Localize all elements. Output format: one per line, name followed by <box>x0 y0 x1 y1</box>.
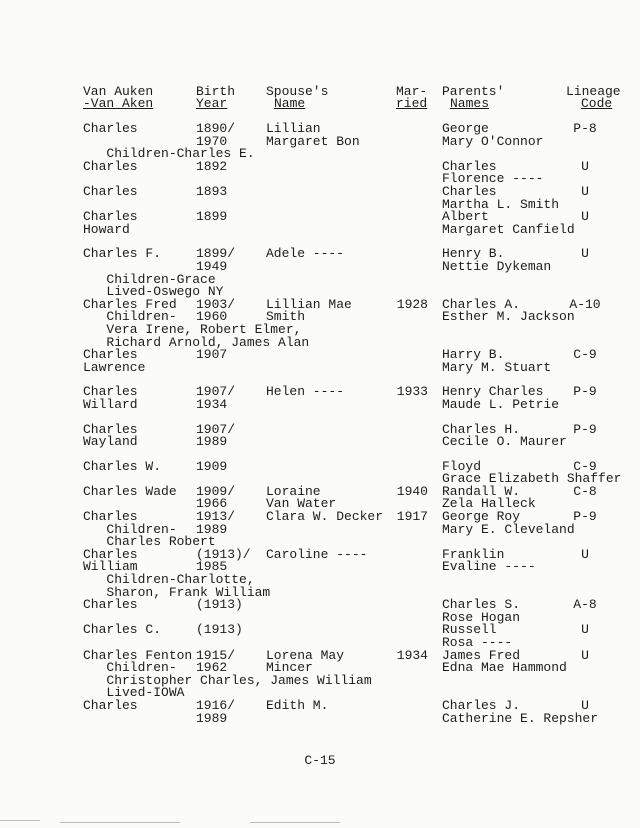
lineage-code: U <box>581 698 589 714</box>
parents-names: Charles S. <box>442 597 521 613</box>
birth-year: 1909/ <box>196 483 236 499</box>
person-name: Lived-IOWA <box>83 685 185 701</box>
header-birth-2: Year <box>196 96 228 111</box>
birth-year: 1909 <box>196 458 228 474</box>
birth-year: 1899 <box>196 209 228 225</box>
parents-names: Grace Elizabeth Shaffer <box>442 471 622 487</box>
married-year: 1934 <box>396 647 428 663</box>
person-name: Charles Fenton <box>83 647 193 663</box>
table-row <box>0 624 640 649</box>
married-year: 1933 <box>396 384 428 400</box>
parents-names: Esther M. Jackson <box>442 309 575 325</box>
table-row <box>0 421 640 450</box>
person-name: Wayland <box>83 434 138 450</box>
spouse-name: Edith M. <box>266 698 329 714</box>
parents-names: George Roy <box>442 509 521 525</box>
table-row <box>0 183 640 212</box>
header-married-2: ried <box>396 96 428 111</box>
person-name: Charles <box>83 209 138 225</box>
spouse-name: Lillian <box>266 121 321 136</box>
parents-names: Floyd <box>442 458 482 474</box>
parents-names: Mary E. Cleveland <box>442 521 575 537</box>
parents-names: James Fred <box>442 647 521 663</box>
page-number: C-15 <box>304 753 336 768</box>
person-name: Charles Fred <box>83 296 177 312</box>
birth-year: 1970 <box>196 133 228 149</box>
parents-names: Charles A. <box>442 296 521 312</box>
person-name: Charles <box>83 421 138 437</box>
lineage-code: C-8 <box>573 483 597 499</box>
edge-rule <box>60 822 180 823</box>
lineage-code: P-9 <box>573 421 597 437</box>
birth-year: 1989 <box>196 434 228 450</box>
header-parents-1: Parents' <box>442 84 505 99</box>
person-name: Children- <box>83 309 177 325</box>
person-name: Charles Robert <box>83 534 216 550</box>
birth-year: 1892 <box>196 158 228 174</box>
parents-names: Mary O'Connor <box>442 133 544 149</box>
married-year: 1940 <box>396 483 428 499</box>
header-spouse-1: Spouse's <box>266 84 329 99</box>
parents-names: Martha L. Smith <box>442 196 560 212</box>
header-parents-2: Names <box>450 96 490 111</box>
person-name: Charles <box>83 384 138 400</box>
lineage-code: P-9 <box>573 509 597 525</box>
parents-names: Rosa ---- <box>442 635 513 651</box>
person-name: Lived-Oswego NY <box>83 284 224 300</box>
table-row <box>0 546 640 600</box>
parents-names: Franklin <box>442 546 505 562</box>
person-name: Charles F. <box>83 246 162 262</box>
person-name: Charles <box>83 183 138 199</box>
edge-rule <box>250 822 340 823</box>
birth-year: 1893 <box>196 183 228 199</box>
birth-year: 1989 <box>196 521 228 537</box>
lineage-code: U <box>581 209 589 225</box>
header-spouse-2: Name <box>274 96 306 111</box>
table-row <box>0 248 640 298</box>
lineage-code: C-9 <box>573 458 597 474</box>
person-name: Willard <box>83 396 138 412</box>
parents-names: Harry B. <box>442 347 505 363</box>
table-row <box>0 386 640 411</box>
spouse-name: Loraine <box>266 483 321 499</box>
birth-year: 1899/ <box>196 246 236 262</box>
person-name: Charles <box>83 347 138 363</box>
parents-names: Zela Halleck <box>442 496 536 512</box>
lineage-code: U <box>581 246 589 262</box>
parents-names: Evaline ---- <box>442 559 536 575</box>
birth-year: (1913) <box>196 622 243 638</box>
birth-year: 1903/ <box>196 296 236 312</box>
birth-year: 1962 <box>196 660 228 676</box>
birth-year: 1960 <box>196 309 228 325</box>
parents-names: Charles J. <box>442 698 521 714</box>
spouse-name: Lillian Mae <box>266 296 352 312</box>
spouse-name: Margaret Bon <box>266 133 360 149</box>
table-row <box>0 296 640 350</box>
parents-names: Mary M. Stuart <box>442 359 552 375</box>
table-row <box>0 599 640 624</box>
table-row <box>0 158 640 187</box>
header-lineage-2: Code <box>581 96 613 111</box>
person-name: Christopher Charles, James William <box>83 672 372 688</box>
parents-names: Henry Charles <box>442 384 544 400</box>
birth-year: 1934 <box>196 396 228 412</box>
married-year: 1928 <box>396 296 428 312</box>
parents-names: Maude L. Petrie <box>442 396 560 412</box>
spouse-name: Smith <box>266 309 306 325</box>
person-name: Vera Irene, Robert Elmer, <box>83 321 302 337</box>
record-list <box>0 123 640 725</box>
parents-names: Cecile O. Maurer <box>442 434 567 450</box>
parents-names: Randall W. <box>442 483 521 499</box>
lineage-code: U <box>581 183 589 199</box>
lineage-code: A-10 <box>569 296 601 312</box>
person-name: Children-Grace <box>83 271 216 287</box>
spouse-name: Clara W. Decker <box>266 509 384 525</box>
parents-names: Albert <box>442 209 489 225</box>
parents-names: Charles <box>442 158 497 174</box>
person-name: Children- <box>83 521 177 537</box>
spouse-name: Lorena May <box>266 647 345 663</box>
parents-names: Edna Mae Hammond <box>442 660 567 676</box>
person-name: Charles <box>83 546 138 562</box>
table-row <box>0 511 640 549</box>
parents-names: Henry B. <box>442 246 505 262</box>
person-name: Charles C. <box>83 622 162 638</box>
person-name: Children- <box>83 660 177 676</box>
birth-year: 1890/ <box>196 121 236 136</box>
header-vanauken-1: Van Auken <box>83 84 154 99</box>
birth-year: 1907/ <box>196 384 236 400</box>
birth-year: 1907/ <box>196 421 236 437</box>
birth-year: (1913) <box>196 597 243 613</box>
spouse-name: Caroline ---- <box>266 546 368 562</box>
birth-year: 1949 <box>196 258 228 274</box>
parents-names: Florence ---- <box>442 171 544 187</box>
birth-year: 1966 <box>196 496 228 512</box>
person-name: William <box>83 559 138 575</box>
person-name: Charles <box>83 698 138 714</box>
birth-year: (1913)/ <box>196 546 251 562</box>
table-row <box>0 349 640 374</box>
spouse-name: Helen ---- <box>266 384 345 400</box>
person-name: Children-Charlotte, <box>83 572 255 588</box>
table-row <box>0 123 640 161</box>
spouse-name: Van Water <box>266 496 337 512</box>
header-lineage-1: Lineage <box>566 84 621 99</box>
lineage-code: A-8 <box>573 597 597 613</box>
lineage-code: C-9 <box>573 347 597 363</box>
parents-names: Margaret Canfield <box>442 221 575 237</box>
header-vanauken-2: -Van Aken <box>83 96 154 111</box>
lineage-code: U <box>581 546 589 562</box>
person-name: Charles <box>83 597 138 613</box>
lineage-code: U <box>581 158 589 174</box>
married-year: 1917 <box>396 509 428 525</box>
lineage-code: P-8 <box>573 121 597 136</box>
parents-names: Catherine E. Repsher <box>442 710 599 726</box>
birth-year: 1907 <box>196 347 228 363</box>
birth-year: 1985 <box>196 559 228 575</box>
lineage-code: U <box>581 647 589 663</box>
lineage-code: U <box>581 622 589 638</box>
edge-rule <box>0 820 40 821</box>
parents-names: Charles H. <box>442 421 521 437</box>
table-row <box>0 647 640 701</box>
birth-year: 1915/ <box>196 647 236 663</box>
table-row <box>0 211 640 236</box>
birth-year: 1913/ <box>196 509 236 525</box>
person-name: Charles <box>83 509 138 525</box>
person-name: Charles Wade <box>83 483 177 499</box>
table-row <box>0 458 640 487</box>
parents-names: Nettie Dykeman <box>442 258 552 274</box>
person-name: Lawrence <box>83 359 146 375</box>
header-birth-1: Birth <box>196 84 236 99</box>
person-name: Charles W. <box>83 458 162 474</box>
birth-year: 1989 <box>196 710 228 726</box>
person-name: Charles <box>83 158 138 174</box>
parents-names: George <box>442 121 489 136</box>
person-name: Howard <box>83 221 130 237</box>
spouse-name: Adele ---- <box>266 246 345 262</box>
spouse-name: Mincer <box>266 660 313 676</box>
birth-year: 1916/ <box>196 698 236 714</box>
header-married-1: Mar- <box>396 84 428 99</box>
person-name: Sharon, Frank William <box>83 584 271 600</box>
parents-names: Russell <box>442 622 497 638</box>
person-name: Richard Arnold, James Alan <box>83 334 310 350</box>
person-name: Children-Charles E. <box>83 146 255 162</box>
lineage-code: P-9 <box>573 384 597 400</box>
table-row <box>0 483 640 512</box>
person-name: Charles <box>83 121 138 136</box>
table-row <box>0 700 640 725</box>
parents-names: Rose Hogan <box>442 609 521 625</box>
parents-names: Charles <box>442 183 497 199</box>
